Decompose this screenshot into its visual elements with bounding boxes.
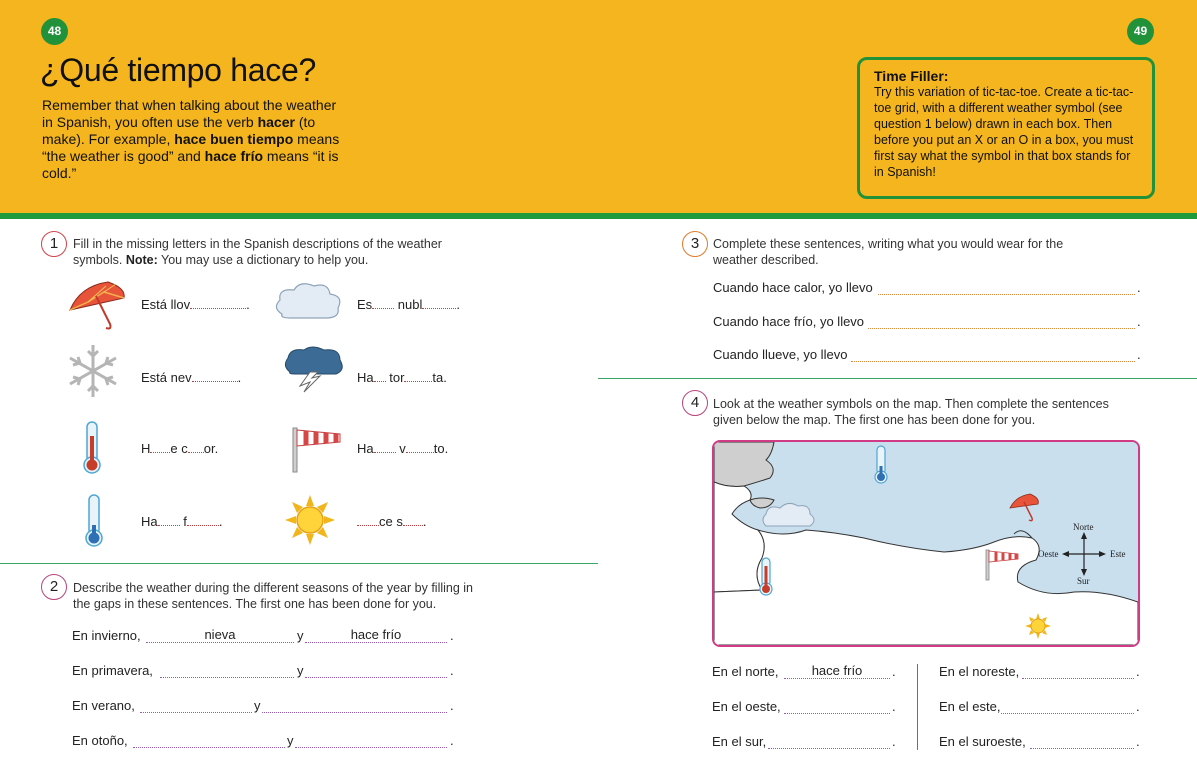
question-2-number: 2 bbox=[41, 574, 67, 600]
q2-blank-spring-1[interactable] bbox=[160, 677, 294, 678]
page-number-left: 48 bbox=[41, 18, 68, 45]
q1-item-sun: ce s . bbox=[357, 514, 426, 529]
q1-item-storm: Ha tor ta. bbox=[357, 370, 447, 385]
question-1-instruction: Fill in the missing letters in the Spanish descriptions of the weather symbols. Note: You may use a dictionary to help you. bbox=[73, 237, 442, 267]
q2-blank-autumn-2[interactable] bbox=[295, 747, 447, 748]
q1-blank[interactable] bbox=[192, 371, 238, 382]
page-title: ¿Qué tiempo hace? bbox=[40, 52, 316, 88]
cloud-icon bbox=[272, 280, 344, 322]
q3-blank-rain[interactable] bbox=[851, 361, 1135, 362]
compass-rose bbox=[1062, 532, 1106, 576]
time-filler-box bbox=[857, 57, 1155, 199]
compass-east: Este bbox=[1110, 549, 1126, 559]
q1-blank[interactable] bbox=[374, 371, 386, 382]
q2-end: . bbox=[450, 698, 454, 713]
time-filler-title: Time Filler: bbox=[874, 68, 949, 84]
q1-item-cloud: Es nubl . bbox=[357, 297, 460, 312]
question-3-instruction: Complete these sentences, writing what you would wear for the weather described. bbox=[713, 237, 1064, 267]
q1-item-cold: Ha f . bbox=[141, 514, 223, 529]
q2-joiner: y bbox=[254, 698, 261, 713]
q4-blank-south[interactable] bbox=[768, 748, 890, 749]
weather-map bbox=[712, 440, 1140, 647]
q2-label-winter: En invierno, bbox=[72, 628, 141, 643]
q2-blank-summer-1[interactable] bbox=[140, 712, 252, 713]
q4-label-east: En el este, bbox=[939, 699, 1001, 714]
q2-answer-winter-2: hace frío bbox=[350, 627, 402, 642]
q3-label-hot: Cuando hace calor, yo llevo bbox=[713, 280, 873, 295]
q4-blank-east[interactable] bbox=[1001, 713, 1134, 714]
q2-end: . bbox=[450, 663, 454, 678]
q1-blank[interactable] bbox=[403, 515, 423, 526]
q4-end: . bbox=[1136, 664, 1140, 679]
page-number-right: 49 bbox=[1127, 18, 1154, 45]
q1-blank[interactable] bbox=[158, 515, 180, 526]
q1-item-umbrella: Está llov . bbox=[141, 297, 250, 312]
q2-joiner: y bbox=[297, 628, 304, 643]
q4-end: . bbox=[1136, 699, 1140, 714]
map-drawing bbox=[714, 442, 1138, 645]
q4-end: . bbox=[892, 734, 896, 749]
compass-north: Norte bbox=[1073, 522, 1094, 532]
map-thermometer-north bbox=[875, 446, 887, 483]
q1-blank[interactable] bbox=[187, 515, 219, 526]
thermometer-cold-icon bbox=[82, 493, 106, 549]
q2-blank-autumn-1[interactable] bbox=[133, 747, 285, 748]
q1-blank[interactable] bbox=[190, 298, 246, 309]
q2-joiner: y bbox=[287, 733, 294, 748]
question-3-number: 3 bbox=[682, 231, 708, 257]
answer-column-divider bbox=[917, 664, 918, 750]
q4-blank-southwest[interactable] bbox=[1030, 748, 1134, 749]
q4-blank-northeast[interactable] bbox=[1022, 678, 1134, 679]
q2-label-summer: En verano, bbox=[72, 698, 135, 713]
section-divider-left bbox=[0, 563, 598, 564]
question-1-number: 1 bbox=[41, 231, 67, 257]
section-divider-right bbox=[598, 378, 1197, 379]
q4-end: . bbox=[892, 664, 896, 679]
q3-label-rain: Cuando llueve, yo llevo bbox=[713, 347, 848, 362]
q4-answer-north: hace frío bbox=[811, 663, 863, 678]
q1-blank[interactable] bbox=[406, 442, 434, 453]
umbrella-icon bbox=[66, 280, 128, 332]
q3-blank-cold[interactable] bbox=[868, 328, 1135, 329]
q1-blank[interactable] bbox=[374, 442, 396, 453]
q1-blank[interactable] bbox=[422, 298, 456, 309]
q4-label-southwest: En el suroeste, bbox=[939, 734, 1026, 749]
q3-end: . bbox=[1137, 280, 1141, 295]
q4-label-west: En el oeste, bbox=[712, 699, 781, 714]
compass-south: Sur bbox=[1077, 576, 1090, 586]
q1-item-snow: Está nev . bbox=[141, 370, 242, 385]
q2-label-autumn: En otoño, bbox=[72, 733, 128, 748]
q3-label-cold: Cuando hace frío, yo llevo bbox=[713, 314, 865, 329]
q2-end: . bbox=[450, 733, 454, 748]
time-filler-body: Try this variation of tic-tac-toe. Create a tic-tac-toe grid, with a different weather symbol (see question 1 below) drawn in each box. Then before you put an X or an O in a box, you must first say what the symbol in that box stands for in Spanish! bbox=[874, 85, 1134, 179]
compass-west: Oeste bbox=[1038, 549, 1059, 559]
q4-blank-north[interactable] bbox=[784, 678, 890, 679]
snowflake-icon bbox=[68, 342, 118, 400]
windsock-icon bbox=[290, 422, 346, 474]
q2-blank-spring-2[interactable] bbox=[305, 677, 447, 678]
q2-blank-winter-2[interactable] bbox=[305, 642, 447, 643]
q3-end: . bbox=[1137, 347, 1141, 362]
question-2-instruction: Describe the weather during the different seasons of the year by filling in the gaps in these sentences. The first one has been done for you. bbox=[73, 581, 473, 611]
header-divider bbox=[0, 213, 1197, 219]
q3-blank-hot[interactable] bbox=[878, 294, 1135, 295]
q4-label-north: En el norte, bbox=[712, 664, 779, 679]
q1-item-hot: H e c or. bbox=[141, 441, 219, 456]
intro-text: Remember that when talking about the weather in Spanish, you often use the verb hacer (to make). For example, hace buen tiempo means “the weather is good” and hace frío means “it is cold.” bbox=[42, 97, 340, 181]
q2-blank-summer-2[interactable] bbox=[262, 712, 447, 713]
q1-blank[interactable] bbox=[150, 442, 170, 453]
q2-answer-winter-1: nieva bbox=[204, 627, 236, 642]
q1-blank[interactable] bbox=[404, 371, 432, 382]
q2-joiner: y bbox=[297, 663, 304, 678]
q4-label-south: En el sur, bbox=[712, 734, 767, 749]
q2-label-spring: En primavera, bbox=[72, 663, 153, 678]
sun-icon bbox=[284, 494, 336, 546]
question-4-instruction: Look at the weather symbols on the map. Then complete the sentences given below the map. The first one has been done for you. bbox=[713, 397, 1109, 427]
q2-end: . bbox=[450, 628, 454, 643]
question-4-number: 4 bbox=[682, 390, 708, 416]
q4-end: . bbox=[892, 699, 896, 714]
storm-cloud-icon bbox=[282, 346, 346, 394]
q4-label-northeast: En el noreste, bbox=[939, 664, 1020, 679]
q1-item-wind: Ha v to. bbox=[357, 441, 449, 456]
q2-blank-winter-1[interactable] bbox=[146, 642, 294, 643]
q4-blank-west[interactable] bbox=[784, 713, 890, 714]
q1-blank[interactable] bbox=[357, 515, 379, 526]
q1-blank[interactable] bbox=[188, 442, 204, 453]
q1-blank[interactable] bbox=[372, 298, 394, 309]
q4-end: . bbox=[1136, 734, 1140, 749]
thermometer-hot-icon bbox=[80, 420, 104, 476]
q3-end: . bbox=[1137, 314, 1141, 329]
